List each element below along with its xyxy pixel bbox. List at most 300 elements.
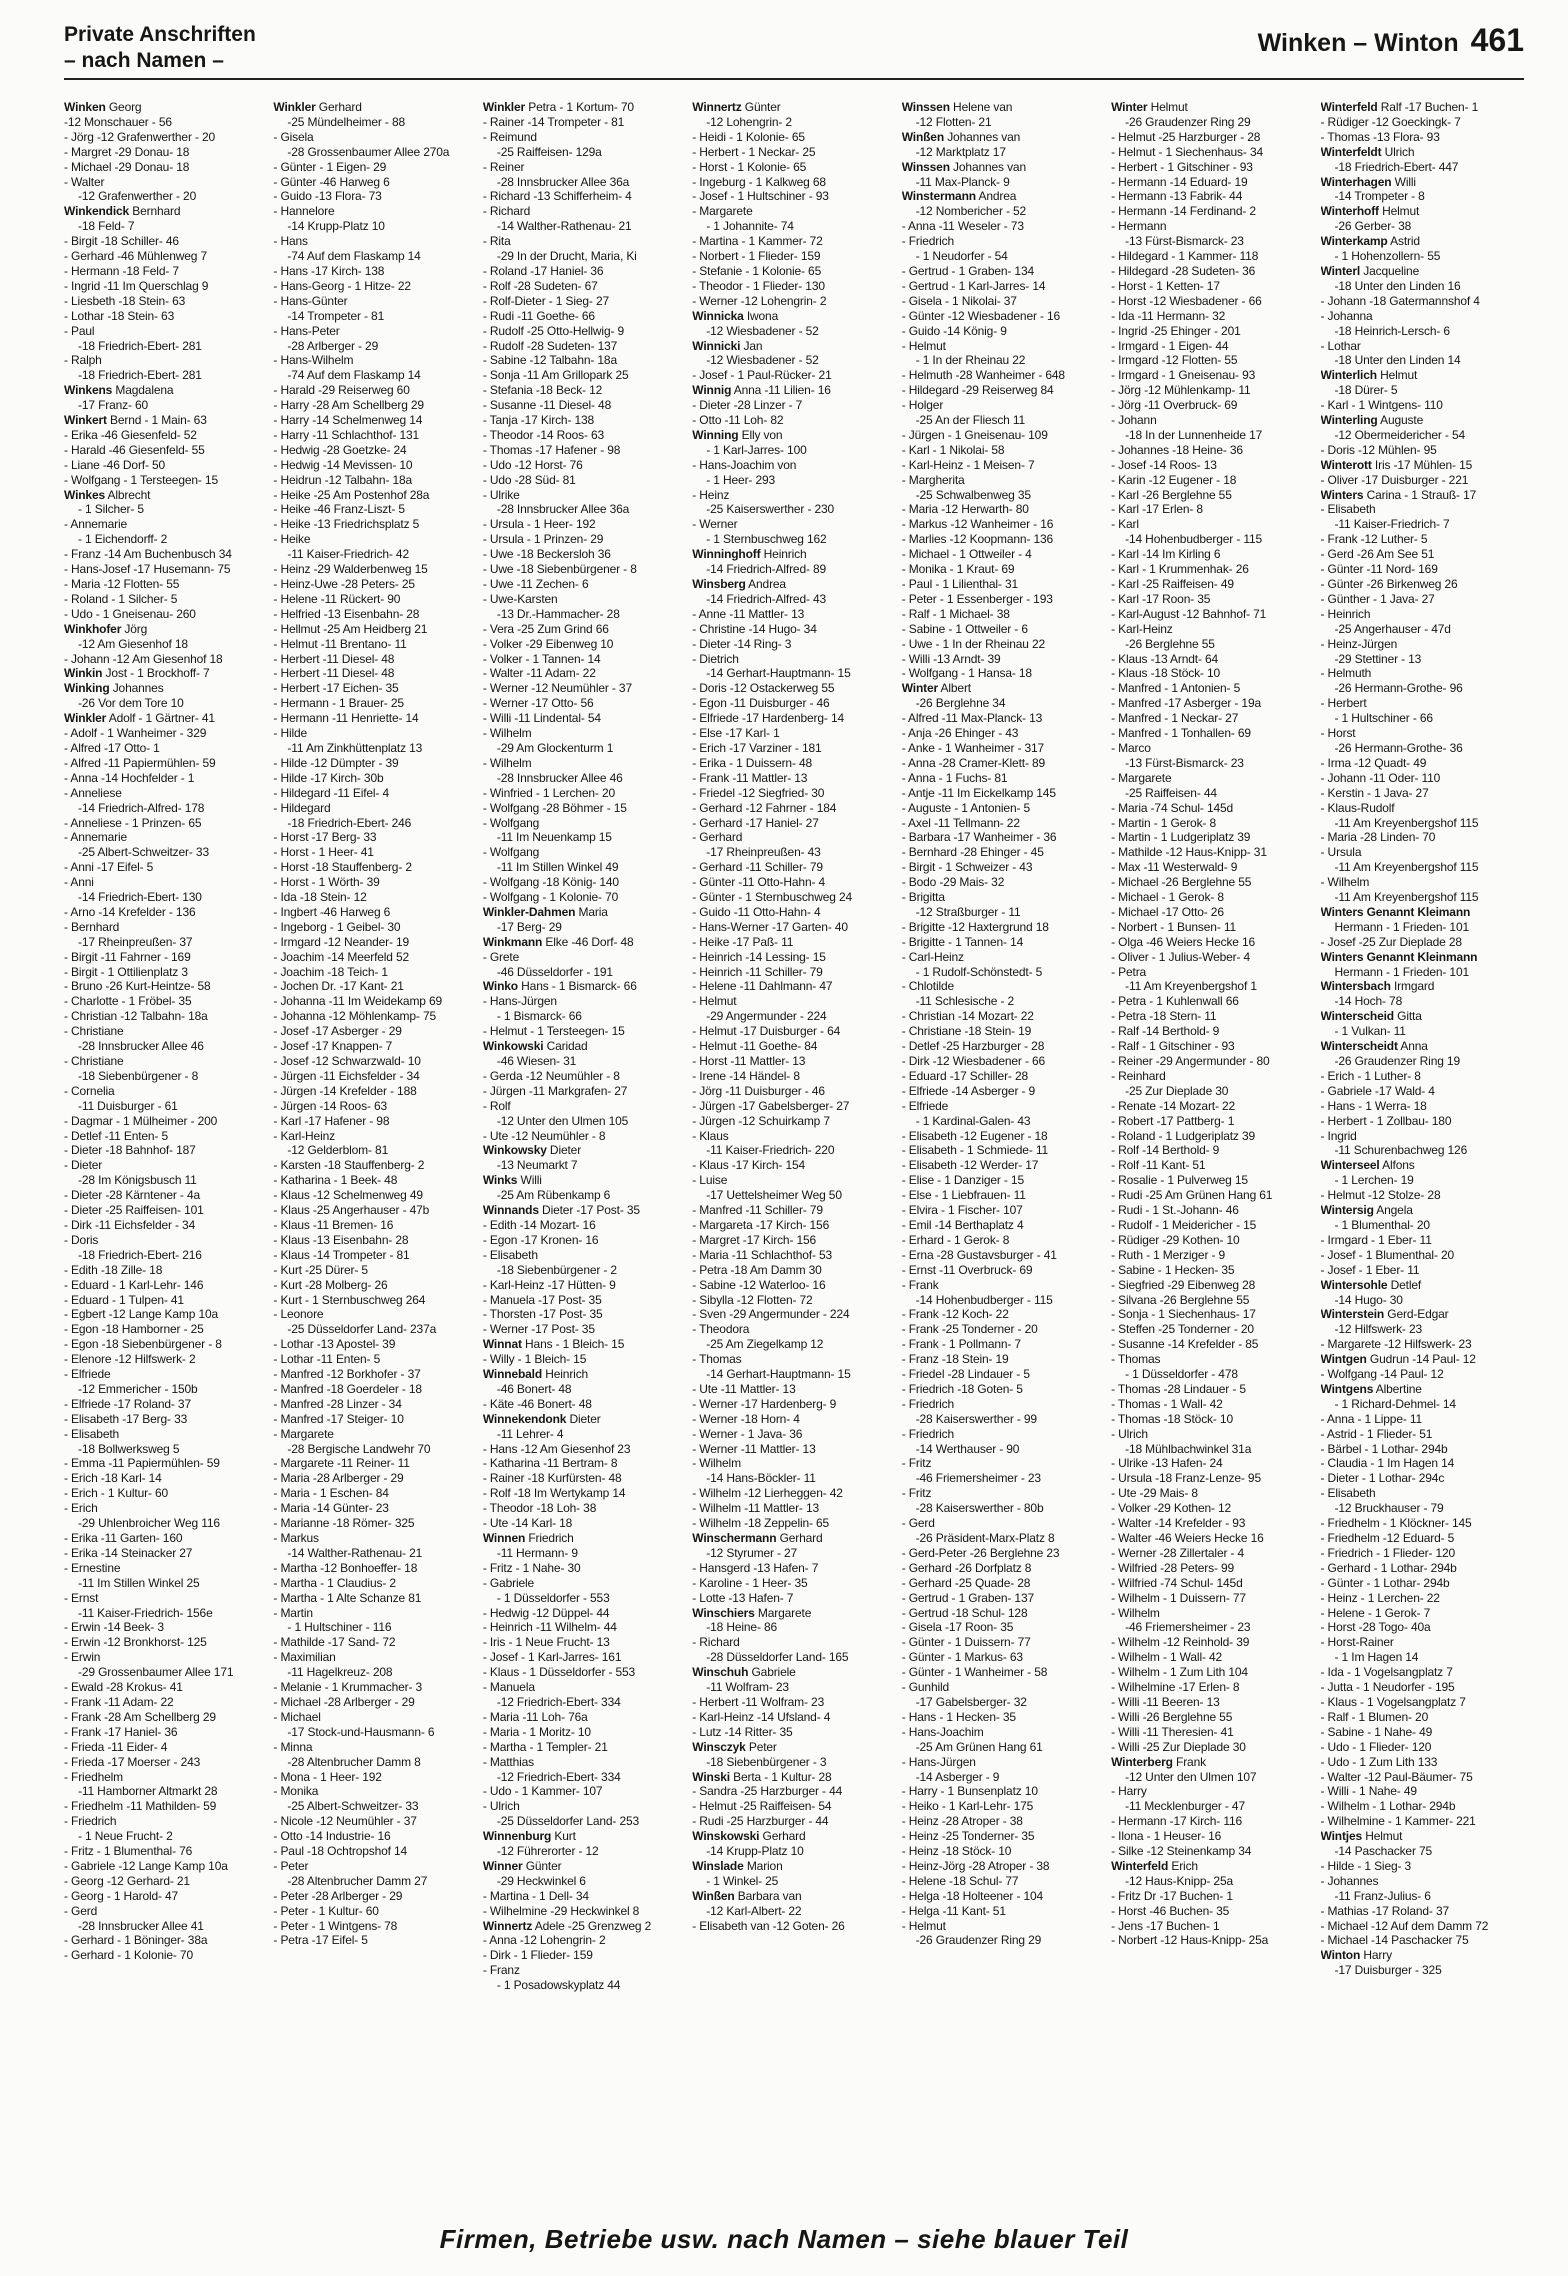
directory-entry: - Willy - 1 Bleich- 15 [482,1352,587,1367]
directory-entry: - Jürgen -14 Krefelder - 188 [273,1083,417,1098]
directory-columns [64,100,1526,2210]
directory-entry: - Werner -17 Hardenberg- 9 [692,1396,837,1411]
directory-entry: - Roland - 1 Ludgeriplatz 39 [1111,1128,1255,1143]
directory-entry: - Hilde - 1 Sieg- 3 [1320,1858,1412,1873]
directory-entry [1321,1352,1526,1367]
directory-entry [1111,1859,1316,1874]
directory-entry: -14 Werthauser - 90 [915,1441,1020,1456]
directory-entry: - Susanne -11 Diesel- 48 [482,398,612,413]
directory-entry: - Alfred -17 Otto- 1 [64,740,160,755]
directory-entry: - Helmut -11 Goethe- 84 [692,1039,818,1054]
directory-entry: - Karl [1111,517,1139,532]
directory-entry: - Klaus - 1 Düsseldorfer - 553 [482,1665,636,1680]
directory-entry: - Christiane -18 Stein- 19 [901,1024,1032,1039]
directory-entry: - Rolf -14 Berthold- 9 [1111,1143,1220,1158]
directory-entry: - Frank -11 Mattler- 13 [692,770,808,785]
surname: Wintersohle [1320,1277,1388,1292]
directory-entry: - Werner -12 Neumühler - 37 [482,681,632,696]
surname: Winnig [692,383,732,398]
directory-entry: - Eduard - 1 Tulpen- 41 [64,1292,184,1307]
entry-detail: Elke -46 Dorf- 48 [542,934,634,949]
directory-entry: - Thomas -18 Stöck- 10 [1111,1411,1233,1426]
surname: Winterlich [1320,368,1377,383]
directory-entry: - Kurt - 1 Sternbuschweg 264 [273,1292,426,1307]
directory-entry [483,1337,688,1352]
directory-entry: - Klaus -17 Kirch- 154 [692,1158,806,1173]
directory-entry: - Johann -18 Gatermannshof 4 [1320,293,1480,308]
directory-entry: - Hermann -13 Fabrik- 44 [1111,189,1243,204]
directory-entry: - Paul [64,323,95,338]
directory-entry: - Reinhard [1111,1068,1166,1083]
directory-entry [1321,204,1526,219]
directory-entry: - Hans-Jürgen [482,994,557,1009]
directory-entry: - Heinrich [1320,606,1371,621]
directory-entry: - Willi - 1 Nahe- 49 [1320,1784,1417,1799]
directory-entry: -12 Unter den Ulmen 107 [1125,1769,1257,1784]
surname: Winßen [901,129,945,144]
directory-entry: - Sven -29 Angermunder - 224 [692,1307,850,1322]
directory-column [1321,100,1526,2210]
directory-entry: - Anni [64,875,94,890]
directory-entry [1321,1382,1526,1397]
surname: Winterhagen [1320,174,1392,189]
directory-entry: -14 Friedrich-Alfred- 178 [78,800,205,815]
directory-entry: - Anke - 1 Wanheimer - 317 [901,740,1045,755]
directory-entry: -11 Kaiser-Friedrich- 220 [706,1143,835,1158]
directory-entry: - Thomas - 1 Wall- 42 [1111,1396,1223,1411]
directory-entry: - Udo -12 Horst- 76 [482,457,583,472]
directory-entry: - Frank [901,1277,939,1292]
directory-entry: - Chlotilde [901,979,955,994]
directory-entry: - Manuela [482,1680,535,1695]
directory-entry: - Martin - 1 Ludgeriplatz 39 [1111,830,1251,845]
surname: Winter [901,681,939,696]
directory-entry: - Sabine - 1 Hecken- 35 [1111,1262,1235,1277]
directory-entry: - Friedhelm -11 Mathilden- 59 [64,1799,217,1814]
directory-entry: - Ida -11 Hermann- 32 [1111,308,1226,323]
directory-entry: -12 Unter den Ulmen 105 [496,1113,629,1128]
directory-entry: - Liane -46 Dorf- 50 [64,457,166,472]
directory-entry: - Werner -17 Otto- 56 [482,696,594,711]
entry-detail: Adolf - 1 Gärtner- 41 [106,711,215,726]
directory-entry: - Holger [901,398,944,413]
directory-entry: - Dieter [64,1158,103,1173]
directory-entry: - Josef - 1 Karl-Jarres- 161 [482,1650,622,1665]
directory-entry: -18 Mühlbachwinkel 31a [1125,1441,1252,1456]
directory-entry: - Günter - 1 Lothar- 294b [1320,1575,1450,1590]
directory-entry: - Hildegard - 1 Kammer- 118 [1111,249,1259,264]
directory-entry: - 1 Rudolf-Schönstedt- 5 [915,964,1043,979]
directory-entry: -29 Am Glockenturm 1 [496,740,614,755]
directory-entry: - Minna [273,1739,313,1754]
directory-entry: - Walter -12 Paul-Bäumer- 75 [1320,1769,1473,1784]
directory-entry: - Helmut [901,1918,946,1933]
directory-entry: - Kurt -28 Molberg- 26 [273,1277,388,1292]
directory-entry: - Heike -46 Franz-Liszt- 5 [273,502,405,517]
directory-entry: - Klaus -13 Arndt- 64 [1111,651,1219,666]
directory-entry: -46 Wiesen- 31 [496,1054,577,1068]
directory-entry [1321,1948,1526,1963]
directory-entry: - Heidrun -12 Talbahn- 18a [273,472,413,487]
directory-entry: -29 In der Drucht, Maria, Ki [496,249,637,264]
directory-entry: -14 Hugo- 30 [1334,1292,1403,1307]
directory-entry: -14 Walther-Rathenau- 21 [287,1545,423,1560]
directory-entry: - Anna -11 Weseler - 73 [901,219,1024,234]
entry-detail: Ralf -17 Buchen- 1 [1377,100,1479,114]
directory-entry: - Lothar -18 Stein- 63 [64,308,175,323]
directory-entry: - Friedel -28 Lindauer - 5 [901,1367,1030,1382]
directory-entry: - Theodor -18 Loh- 38 [482,1501,597,1516]
directory-entry: - Helmut -11 Brentano- 11 [273,636,407,651]
directory-entry: - Heinz-Jürgen [1320,636,1398,651]
footer-note: Firmen, Betriebe usw. nach Namen – siehe blauer Teil [439,2224,1129,2254]
directory-entry: - Michael -17 Otto- 26 [1111,904,1224,919]
directory-entry: - Mathilde -17 Sand- 72 [273,1635,396,1650]
directory-entry: -25 Am Ziegelkamp 12 [706,1337,824,1352]
directory-entry: - Wilhelm [692,1456,741,1471]
directory-entry: -14 Friedrich-Alfred- 43 [706,591,827,606]
directory-entry: - Alfred -11 Papiermühlen- 59 [64,755,216,770]
directory-entry: - Manfred -17 Asberger - 19a [1111,696,1261,711]
directory-entry: - Friedrich -18 Goten- 5 [901,1381,1023,1396]
directory-column [273,100,478,2210]
directory-entry: - Peter - 1 Wintgens- 78 [273,1918,398,1933]
directory-entry: - Hans -12 Am Giesenhof 23 [482,1441,631,1456]
directory-entry: - Helmut -25 Harzburger - 28 [1111,129,1261,144]
directory-entry: -25 Albert-Schweitzer- 33 [78,845,209,860]
surname: Winner [482,1858,523,1873]
directory-entry: -18 Friedrich-Ebert- 281 [78,338,202,353]
directory-entry: - Otto -11 Loh- 82 [692,413,784,428]
directory-entry: - Otto -14 Industrie- 16 [273,1829,391,1844]
directory-entry: -28 Grossenbaumer Allee 270a [287,144,450,159]
entry-detail: Gerhard [759,1829,806,1844]
surname: Winks [482,1173,518,1188]
directory-entry: - Johann -11 Oder- 110 [1320,770,1441,785]
directory-entry: - Volker -29 Eibenweg 10 [482,636,614,651]
directory-entry: -29 Stettiner - 13 [1334,651,1422,666]
directory-entry: - Wilhelm - 1 Wall- 42 [1111,1650,1223,1665]
directory-entry: - Friedhelm - 1 Klöckner- 145 [1320,1516,1472,1531]
directory-entry: - Heiko - 1 Karl-Lehr- 175 [901,1799,1034,1814]
directory-entry: - Detlef -25 Harzburger - 28 [901,1039,1045,1054]
directory-entry: - Matthias [482,1754,535,1769]
directory-entry: - Günter -12 Wiesbadener - 16 [901,308,1061,323]
entry-detail: Helmut [1362,1829,1403,1844]
directory-entry: -29 Grossenbaumer Allee 171 [78,1665,234,1680]
directory-entry: -26 Vor dem Tore 10 [78,696,184,711]
directory-entry: - Josef - 1 Eber- 11 [1320,1262,1420,1277]
directory-entry: - Karl -17 Erlen- 8 [1111,502,1203,517]
directory-entry: - Martha - 1 Alte Schanze 81 [273,1590,422,1605]
directory-entry: - Hellmut -25 Am Heidberg 21 [273,621,428,636]
entry-detail: Dieter [546,1143,582,1158]
directory-entry: - Manfred - 1 Antonien- 5 [1111,681,1241,696]
directory-entry: - Erich -17 Varziner - 181 [692,740,822,755]
surname: Winterling [1320,413,1378,428]
directory-entry: -17 Stock-und-Hausmann- 6 [287,1724,435,1739]
directory-entry: - Anna - 1 Fuchs- 81 [901,770,1008,785]
entry-detail: Carina - 1 Strauß- 17 [1363,487,1477,502]
directory-entry: - 1 Düsseldorfer - 553 [496,1590,610,1605]
directory-entry [483,1143,688,1158]
directory-entry: - Lutz -14 Ritter- 35 [692,1724,793,1739]
directory-entry: - Hannelore [273,204,335,219]
directory-entry: - Willi -11 Beeren- 13 [1111,1694,1220,1709]
directory-entry: -13 Fürst-Bismarck- 23 [1125,755,1244,770]
directory-entry: - Ursula -18 Franz-Lenze- 95 [1111,1471,1261,1486]
directory-entry: - Mona - 1 Heer- 192 [273,1769,382,1784]
directory-entry: - Wilfried -28 Peters- 99 [1111,1560,1235,1575]
directory-entry: - Johanna [1320,308,1373,323]
directory-entry: - Hans-Georg - 1 Hitze- 22 [273,278,411,293]
directory-entry: - Josef -12 Schwarzwald- 10 [273,1054,421,1068]
directory-entry: - Sonja - 1 Siechenhaus- 17 [1111,1307,1256,1322]
directory-entry: - 1 Hultschiner - 116 [287,1620,392,1635]
directory-entry [483,1919,688,1934]
directory-entry: - Hans-Günter [273,293,348,308]
surname: Winkowsky [482,1143,547,1158]
directory-entry: -11 Kaiser-Friedrich- 7 [1334,517,1450,532]
directory-entry: -12 Friedrich-Ebert- 334 [496,1769,621,1784]
directory-entry: - 1 Posadowskyplatz 44 [496,1978,621,1993]
directory-entry: - 1 Silcher- 5 [78,502,144,517]
directory-entry: - Herbert -11 Diesel- 48 [273,651,395,666]
directory-entry: - Gerhard - 1 Böninger- 38a [64,1933,208,1948]
directory-entry: - Dieter - 1 Lothar- 294c [1320,1471,1445,1486]
directory-entry: - Ulrich [482,1799,520,1814]
directory-column [902,100,1107,2210]
directory-entry: - Margarete [692,204,753,219]
surname: Winton [1320,1948,1361,1963]
surname: Winsczyk [692,1739,746,1754]
directory-column [692,100,897,2210]
directory-entry: - Karsten -18 Stauffenberg- 2 [273,1158,425,1173]
directory-entry: -12 Emmericher - 150b [78,1381,198,1396]
directory-entry: -11 Im Stillen Winkel 49 [496,860,619,875]
directory-entry: - Anne -11 Mattler- 13 [692,606,805,621]
directory-entry: -11 Mecklenburger - 47 [1125,1799,1245,1814]
entry-detail: Andrea [975,189,1017,204]
directory-entry: - Willi -11 Theresien- 41 [1111,1724,1234,1739]
directory-entry: -18 Dürer- 5 [1334,383,1398,398]
directory-entry: - Wolfgang -18 König- 140 [482,875,619,890]
directory-entry: - Karl -17 Hafener - 98 [273,1113,390,1128]
directory-entry: - Jörg -11 Duisburger - 46 [692,1083,825,1098]
directory-entry: -12 Haus-Knipp- 25a [1125,1873,1233,1888]
entry-detail: Willi [517,1173,542,1188]
directory-entry: - 1 Richard-Dehmel- 14 [1334,1396,1456,1411]
directory-entry [692,339,897,354]
directory-entry [902,130,1107,145]
directory-entry: - Roland - 1 Silcher- 5 [64,591,178,606]
directory-entry: - Monika [273,1784,319,1799]
directory-entry: - Hans-Joachim von [692,457,797,472]
directory-entry: - Werner -28 Zillertaler - 4 [1111,1545,1245,1560]
directory-entry: - Cornelia [64,1083,115,1098]
directory-entry: - Udo - 1 Zum Lith 133 [1320,1754,1438,1769]
directory-entry: - Gerhard -17 Haniel- 27 [692,815,819,830]
surname: Winkler-Dahmen [482,904,576,919]
directory-entry: - 1 Eichendorff- 2 [78,532,168,547]
directory-entry [692,1740,897,1755]
directory-entry: - Rainer -14 Trompeter - 81 [482,114,625,129]
directory-entry: - Friedrich - 1 Flieder- 120 [1320,1545,1456,1560]
directory-entry: - Josef -17 Knappen- 7 [273,1039,393,1054]
entry-detail: Dieter -17 Post- 35 [538,1203,640,1218]
directory-entry: - Uwe - 1 In der Rheinau 22 [901,636,1046,651]
directory-entry: - Josef -14 Roos- 13 [1111,457,1217,472]
directory-entry: - Dagmar - 1 Mülheimer - 200 [64,1113,218,1128]
directory-entry: - Maria -28 Linden- 70 [1320,830,1436,845]
directory-entry: - Ulrike [482,487,520,502]
directory-entry: - Christiane [64,1024,124,1039]
directory-entry: - Brigitte - 1 Tannen- 14 [901,934,1024,949]
directory-entry: - Birgit - 1 Ottilienplatz 3 [64,964,188,979]
directory-entry: - Michael -14 Paschacker 75 [1320,1933,1469,1948]
directory-entry: - Dirk - 1 Flieder- 159 [482,1948,593,1963]
directory-entry: -18 Friedrich-Ebert- 246 [287,815,412,830]
directory-entry: - Annemarie [64,517,128,532]
directory-entry: - Rüdiger -12 Goeckingk- 7 [1320,114,1461,129]
directory-column [64,100,269,2210]
directory-entry: - Martin - 1 Gerok- 8 [1111,815,1216,830]
directory-entry: - Gerhard - 1 Kolonie- 70 [64,1948,193,1963]
directory-entry: - Klaus [692,1128,729,1143]
entry-detail: Georg [105,100,142,114]
directory-entry: - Herbert - 1 Neckar- 25 [692,144,816,159]
directory-entry: -26 Berglehne 55 [1125,636,1215,651]
directory-entry: - Hilde -17 Kirch- 30b [273,770,384,785]
entry-detail: Magdalena [112,383,174,398]
directory-entry: - Horst -46 Buchen- 35 [1111,1903,1230,1918]
directory-entry: -26 Hermann-Grothe- 36 [1334,740,1463,755]
directory-entry: - Harry -11 Schlachthof- 131 [273,427,420,442]
surname: Winkler [64,711,107,726]
directory-entry: -11 Am Kreyenbergshof 115 [1334,815,1479,830]
directory-entry [692,100,897,115]
directory-entry: - Erna -28 Gustavsburger - 41 [901,1247,1057,1262]
surname: Winterfeldt [1320,144,1382,159]
directory-entry: - Rita [482,234,511,249]
directory-entry: - Klaus -18 Stöck- 10 [1111,666,1221,681]
directory-entry: - Reiner -29 Angermunder - 80 [1111,1054,1270,1068]
directory-entry: -13 Fürst-Bismarck- 23 [1125,234,1244,249]
directory-entry: - Susanne -14 Krefelder - 85 [1111,1337,1259,1352]
directory-entry: -25 Am Grünen Hang 61 [915,1739,1043,1754]
entry-detail: Bernhard [129,204,181,219]
entry-detail: Johannes van [949,159,1026,174]
entry-detail: Gerd-Edgar [1384,1307,1449,1322]
directory-entry: -12 Friedrich-Ebert- 334 [496,1694,621,1709]
directory-entry: - Friedhelm [64,1769,124,1784]
directory-entry: - Irmgard - 1 Eber- 11 [1320,1232,1432,1247]
directory-entry: -12 Karl-Albert- 22 [706,1903,802,1918]
directory-entry: - Herbert - 1 Gitschiner - 93 [1111,159,1253,174]
directory-entry: - Kurt -25 Dürer- 5 [273,1262,368,1277]
directory-entry: - Walter -11 Adam- 22 [482,666,596,681]
directory-entry: - Wilhelm [1320,875,1370,890]
directory-entry: Hermann - 1 Frieden- 101 [1334,919,1469,934]
directory-entry: - Gerhard -12 Fahrner - 184 [692,800,837,815]
directory-entry: -12 Lohengrin- 2 [706,114,792,129]
directory-entry: - Helmut - 1 Tersteegen- 15 [482,1024,625,1039]
surname: Winkert [64,413,107,428]
entry-detail: Maria [575,904,608,919]
surname: Wintersbach [1320,979,1391,994]
directory-entry: - Harald -29 Reiserweg 60 [273,383,410,398]
directory-entry: -26 Berglehne 34 [915,696,1006,711]
directory-entry: - Ute -12 Neumühler - 8 [482,1128,606,1143]
directory-entry [1321,488,1526,503]
directory-entry: - Theodor -14 Roos- 63 [482,427,605,442]
directory-entry: -12 Styrumer - 27 [706,1545,798,1560]
directory-entry: - Werner -11 Mattler- 13 [692,1441,816,1456]
entry-detail: Gerhard [315,100,362,114]
directory-entry: - Käte -46 Bonert- 48 [482,1396,592,1411]
directory-entry: -74 Auf dem Flaskamp 14 [287,249,421,264]
directory-entry: -11 Am Kreyenbergshof 1 [1125,979,1257,994]
directory-entry: - Wilhelm - 1 Zum Lith 104 [1111,1665,1248,1680]
directory-entry: - Josef - 1 Paul-Rücker- 21 [692,368,832,383]
directory-entry: - Karl - 1 Krummenhak- 26 [1111,562,1249,577]
directory-entry: - Ingeborg - 1 Geibel- 30 [273,919,401,934]
directory-entry: - Richard -13 Schifferheim- 4 [482,189,632,204]
directory-column [483,100,688,2210]
directory-entry: - Helene -18 Schul- 77 [901,1873,1019,1888]
directory-entry: - Petra -18 Am Damm 30 [692,1262,822,1277]
directory-entry: - Sibylla -12 Flotten- 72 [692,1292,813,1307]
directory-entry: - Manfred -11 Schiller- 79 [692,1203,823,1218]
directory-entry: - Irmgard -12 Flotten- 55 [1111,353,1238,368]
entry-detail: Anna -11 Lilien- 16 [731,383,831,398]
entry-detail: Elly von [738,427,783,442]
directory-entry: - Carl-Heinz [901,949,964,964]
page-range-header [1258,20,1524,63]
directory-entry: - Anneliese - 1 Prinzen- 65 [64,815,202,830]
directory-entry: - Birgit - 1 Schweizer - 43 [901,860,1033,875]
directory-entry: -12 Bruckhauser - 79 [1334,1501,1444,1516]
directory-entry: -18 Friedrich-Ebert- 281 [78,368,202,383]
directory-entry: -12 Wiesbadener - 52 [706,353,819,368]
directory-entry: - Elisabeth [1320,502,1376,517]
directory-entry: - Gertrud - 1 Graben- 137 [901,1590,1034,1605]
surname: Winters Genannt Kleinmann [1320,949,1478,964]
directory-entry: - 1 Hohenzollern- 55 [1334,249,1441,264]
directory-entry: - Norbert - 1 Flieder- 159 [692,249,821,264]
entry-detail: Ulrich [1381,144,1415,159]
directory-entry: - Irene -14 Händel- 8 [692,1068,800,1083]
directory-entry: - Jörg -12 Grafenwerther - 20 [64,129,216,144]
surname: Wintgens [1320,1381,1374,1396]
entry-detail: Astrid [1387,234,1420,249]
directory-entry: - Iris - 1 Neue Frucht- 13 [482,1635,610,1650]
directory-entry: - Egon -18 Siebenbürgener - 8 [64,1337,222,1352]
directory-entry: -74 Auf dem Flaskamp 14 [287,368,421,383]
section-title-line1: Private Anschriften [64,23,256,46]
directory-entry: -28 Innsbrucker Allee 41 [78,1918,204,1933]
directory-entry: -11 Am Zinkhüttenplatz 13 [287,740,423,755]
surname: Winnenburg [482,1829,552,1844]
surname: Winskowski [692,1829,760,1844]
directory-entry: - Harry - 1 Bunsenplatz 10 [901,1784,1038,1799]
directory-entry: -13 Dr.-Hammacher- 28 [496,606,620,621]
directory-entry: -28 Im Königsbusch 11 [78,1173,197,1188]
directory-entry: - Georg - 1 Harold- 47 [64,1888,179,1903]
directory-entry: -18 Bollwerksweg 5 [78,1441,180,1456]
directory-entry: - Heinz -18 Stöck- 10 [901,1844,1012,1859]
directory-entry: - Herbert -11 Diesel- 48 [273,666,395,681]
